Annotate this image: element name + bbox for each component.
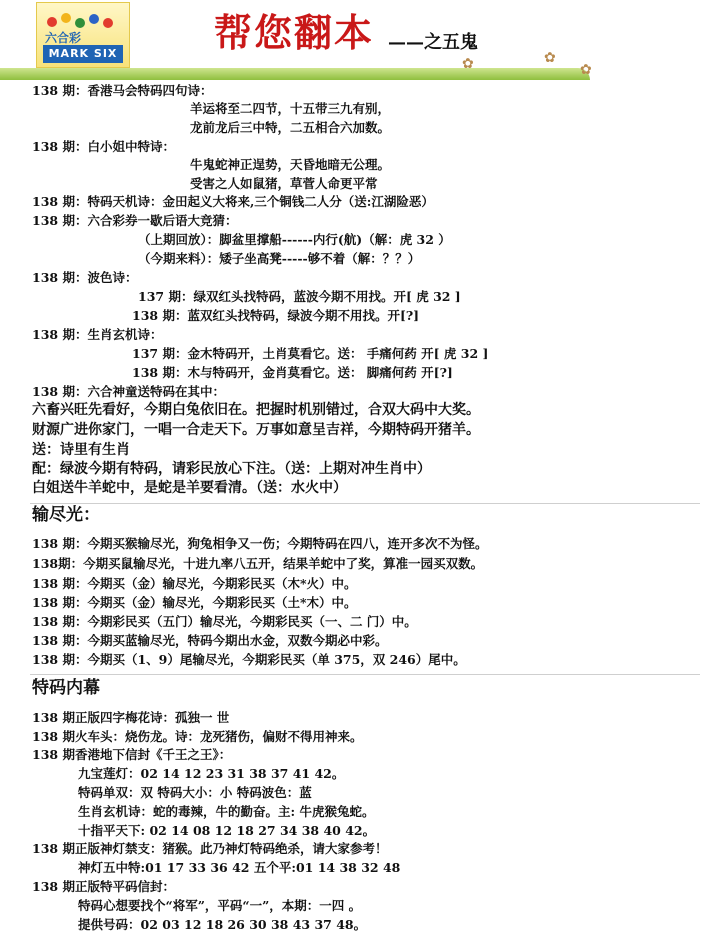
text-line: 配：绿波今期有特码，请彩民放心下注。（送：上期对冲生肖中） bbox=[32, 461, 431, 477]
text-line: 提供号码：02 03 12 18 26 30 38 43 37 48。 bbox=[78, 917, 367, 932]
page-title: 帮您翻本 bbox=[214, 10, 375, 55]
text-line: 神灯五中特:01 17 33 36 42 五个平:01 14 38 32 48 bbox=[78, 860, 401, 875]
section-heading: 特码内幕 bbox=[32, 678, 100, 698]
text-line: 138 期正版四字梅花诗：孤独一 世 bbox=[32, 710, 230, 725]
text-line: 138 期：香港马会特码四句诗： bbox=[32, 83, 213, 98]
text-line: 138 期：白小姐中特诗： bbox=[32, 139, 175, 154]
text-line: 特码单双：双 特码大小：小 特码波色：蓝 bbox=[78, 785, 312, 800]
text-line: 138 期香港地下信封《千王之王》： bbox=[32, 747, 232, 762]
text-line: 138 期：今期彩民买（五门）输尽光，今期彩民买（一、二 门）中。 bbox=[32, 614, 417, 629]
text-line: 龙前龙后三中特，二五相合六加数。 bbox=[190, 120, 391, 135]
bird-icon: ✿ bbox=[544, 50, 556, 66]
text-line: 138 期：特码天机诗：金田起义大将来,三个铜钱二人分（送:江湖险恶） bbox=[32, 194, 434, 209]
divider bbox=[30, 503, 700, 504]
text-line: 羊运将至二四节，十五带三九有别， bbox=[190, 101, 391, 116]
text-line: 十指平天下: 02 14 08 12 18 27 34 38 40 42。 bbox=[78, 823, 376, 838]
section-heading: 输尽光： bbox=[32, 505, 100, 525]
text-line: 生肖玄机诗：蛇的毒辣，牛的勤奋。主: 牛虎猴兔蛇。 bbox=[78, 804, 375, 819]
text-line: 送：诗里有生肖 bbox=[32, 442, 130, 458]
text-line: 白姐送牛羊蛇中，是蛇是羊要看清。（送：水火中） bbox=[32, 480, 347, 496]
text-line: 138 期正版神灯禁支：猪猴。此乃神灯特码绝杀，请大家参考！ bbox=[32, 841, 388, 856]
logo-cn: 六合彩 bbox=[45, 31, 82, 45]
text-line: 138期：今期买鼠输尽光，十进九率八五开，结果羊蛇中了奖，算准一园买双数。 bbox=[32, 556, 484, 571]
text-line: 财源广进你家门，一唱一合走天下。万事如意呈吉祥，今期特码开猪羊。 bbox=[32, 422, 480, 438]
text-line: 九宝莲灯：02 14 12 23 31 38 37 41 42。 bbox=[78, 766, 345, 781]
logo-text: MARK SIX bbox=[43, 45, 123, 63]
text-line: 138 期：今期买（金）输尽光，今期彩民买（土*木）中。 bbox=[32, 595, 357, 610]
text-line: （今期来料）：矮子坐高凳-----够不着（解：？？） bbox=[138, 251, 421, 266]
page-subtitle: ——之五鬼 bbox=[388, 32, 478, 53]
text-line: 138 期：今期买（金）输尽光，今期彩民买（木*火）中。 bbox=[32, 576, 357, 591]
text-line: 138 期：木与特码开，金肖莫看它。送： 脚痛何药 开[?] bbox=[132, 365, 453, 380]
text-line: 137 期：金木特码开，土肖莫看它。送： 手痛何药 开[ 虎 32 ] bbox=[132, 346, 489, 361]
text-line: 138 期火车头：烧伤龙。诗：龙死猪伤，偏财不得用神来。 bbox=[32, 729, 363, 744]
text-line: 138 期：今期买蓝输尽光，特码今期出水金，双数今期必中彩。 bbox=[32, 633, 388, 648]
text-line: 六畜兴旺先看好，今期白兔依旧在。把握时机别错过，合双大码中大奖。 bbox=[32, 402, 480, 418]
text-line: 138 期正版特平码信封： bbox=[32, 879, 175, 894]
text-line: 受害之人如鼠猪，草菅人命更平常 bbox=[190, 176, 378, 191]
text-line: 138 期：六合彩券一歇后语大竞猜： bbox=[32, 213, 238, 228]
text-line: 牛鬼蛇神正逞势，天昏地暗无公理。 bbox=[190, 157, 391, 172]
text-line: 138 期：今期买猴输尽光，狗兔相争又一伤；今期特码在四八，连开多次不为怪。 bbox=[32, 536, 488, 551]
text-line: 138 期：生肖玄机诗： bbox=[32, 327, 163, 342]
text-line: 137 期：绿双红头找特码，蓝波今期不用找。开[ 虎 32 ] bbox=[138, 289, 461, 304]
text-line: （上期回放）：脚盆里撑船------内行(航)（解：虎 32 ） bbox=[138, 232, 451, 247]
text-line: 138 期：六合神童送特码在其中： bbox=[32, 384, 225, 399]
bird-icon: ✿ bbox=[580, 62, 592, 78]
bird-icon: ✿ bbox=[462, 56, 474, 72]
text-line: 特码心想要找个“将军”，平码“一”，本期：一四 。 bbox=[78, 898, 362, 913]
divider bbox=[30, 674, 700, 675]
text-line: 138 期：今期买（1、9）尾输尽光，今期彩民买（单 375，双 246）尾中。 bbox=[32, 652, 466, 667]
text-line: 138 期：波色诗： bbox=[32, 270, 138, 285]
text-line: 138 期：蓝双红头找特码，绿波今期不用找。开[?] bbox=[132, 308, 420, 323]
